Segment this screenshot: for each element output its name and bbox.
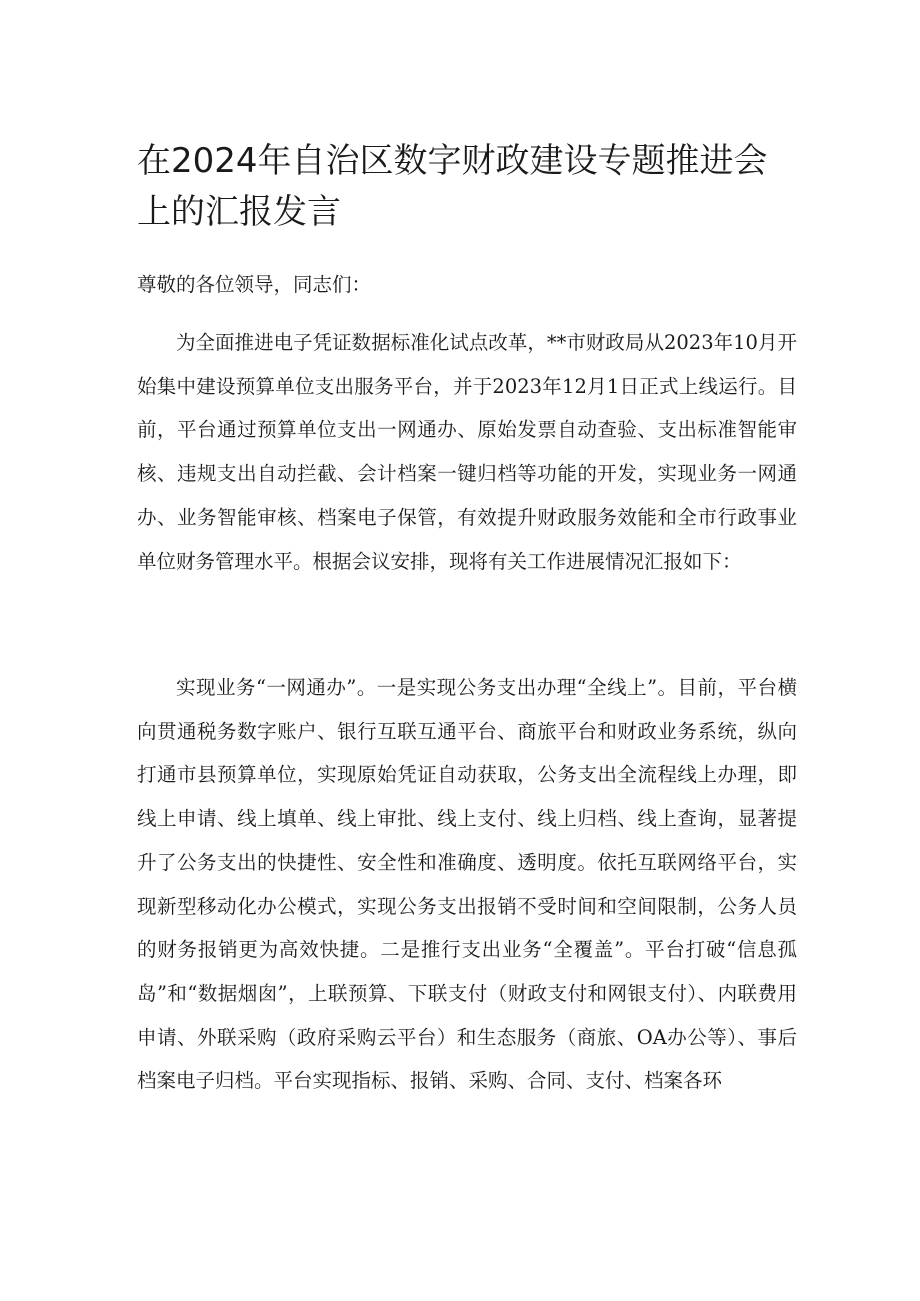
paragraph-one-stop-service: 实现业务“一网通办”。一是实现公务支出办理“全线上”。目前，平台横向贯通税务数字账户、银行互联互通平台、商旅平台和财政业务系统，纵向打通市县预算单位，实现原始凭证自动获取，公务支出全流程线上办理，即线上申请、线上填单、线上审批、线上支付、线上归档、线上查询，显著提升了公务支出的快捷性、安全性和准确度、透明度。依托互联网络平台，实现新型移动化办公模式，实现公务支出报销不受时间和空间限制，公务人员的财务报销更为高效快捷。二是推行支出业务“全覆盖”。平台打破“信息孤岛”和“数据烟囱”，上联预算、下联支付（财政支付和网银支付）、内联费用申请、外联采购（政府采购云平台）和生态服务（商旅、OA办公等）、事后档案电子归档。平台实现指标、报销、采购、合同、支付、档案各环 <box>137 676 797 1093</box>
document-title: 在2024年自治区数字财政建设专题推进会上的汇报发言 <box>137 141 768 232</box>
paragraph-intro: 为全面推进电子凭证数据标准化试点改革，**市财政局从2023年10月开始集中建设预算单位支出服务平台，并于2023年12月1日正式上线运行。目前，平台通过预算单位支出一网通办、原始发票自动查验、支出标准智能审核、违规支出自动拦截、会计档案一键归档等功能的开发，实现业务一网通办、业务智能审核、档案电子保管，有效提升财政服务效能和全市行政事业单位财务管理水平。根据会议安排，现将有关工作进展情况汇报如下： <box>137 331 797 573</box>
greeting: 尊敬的各位领导，同志们： <box>137 273 372 296</box>
